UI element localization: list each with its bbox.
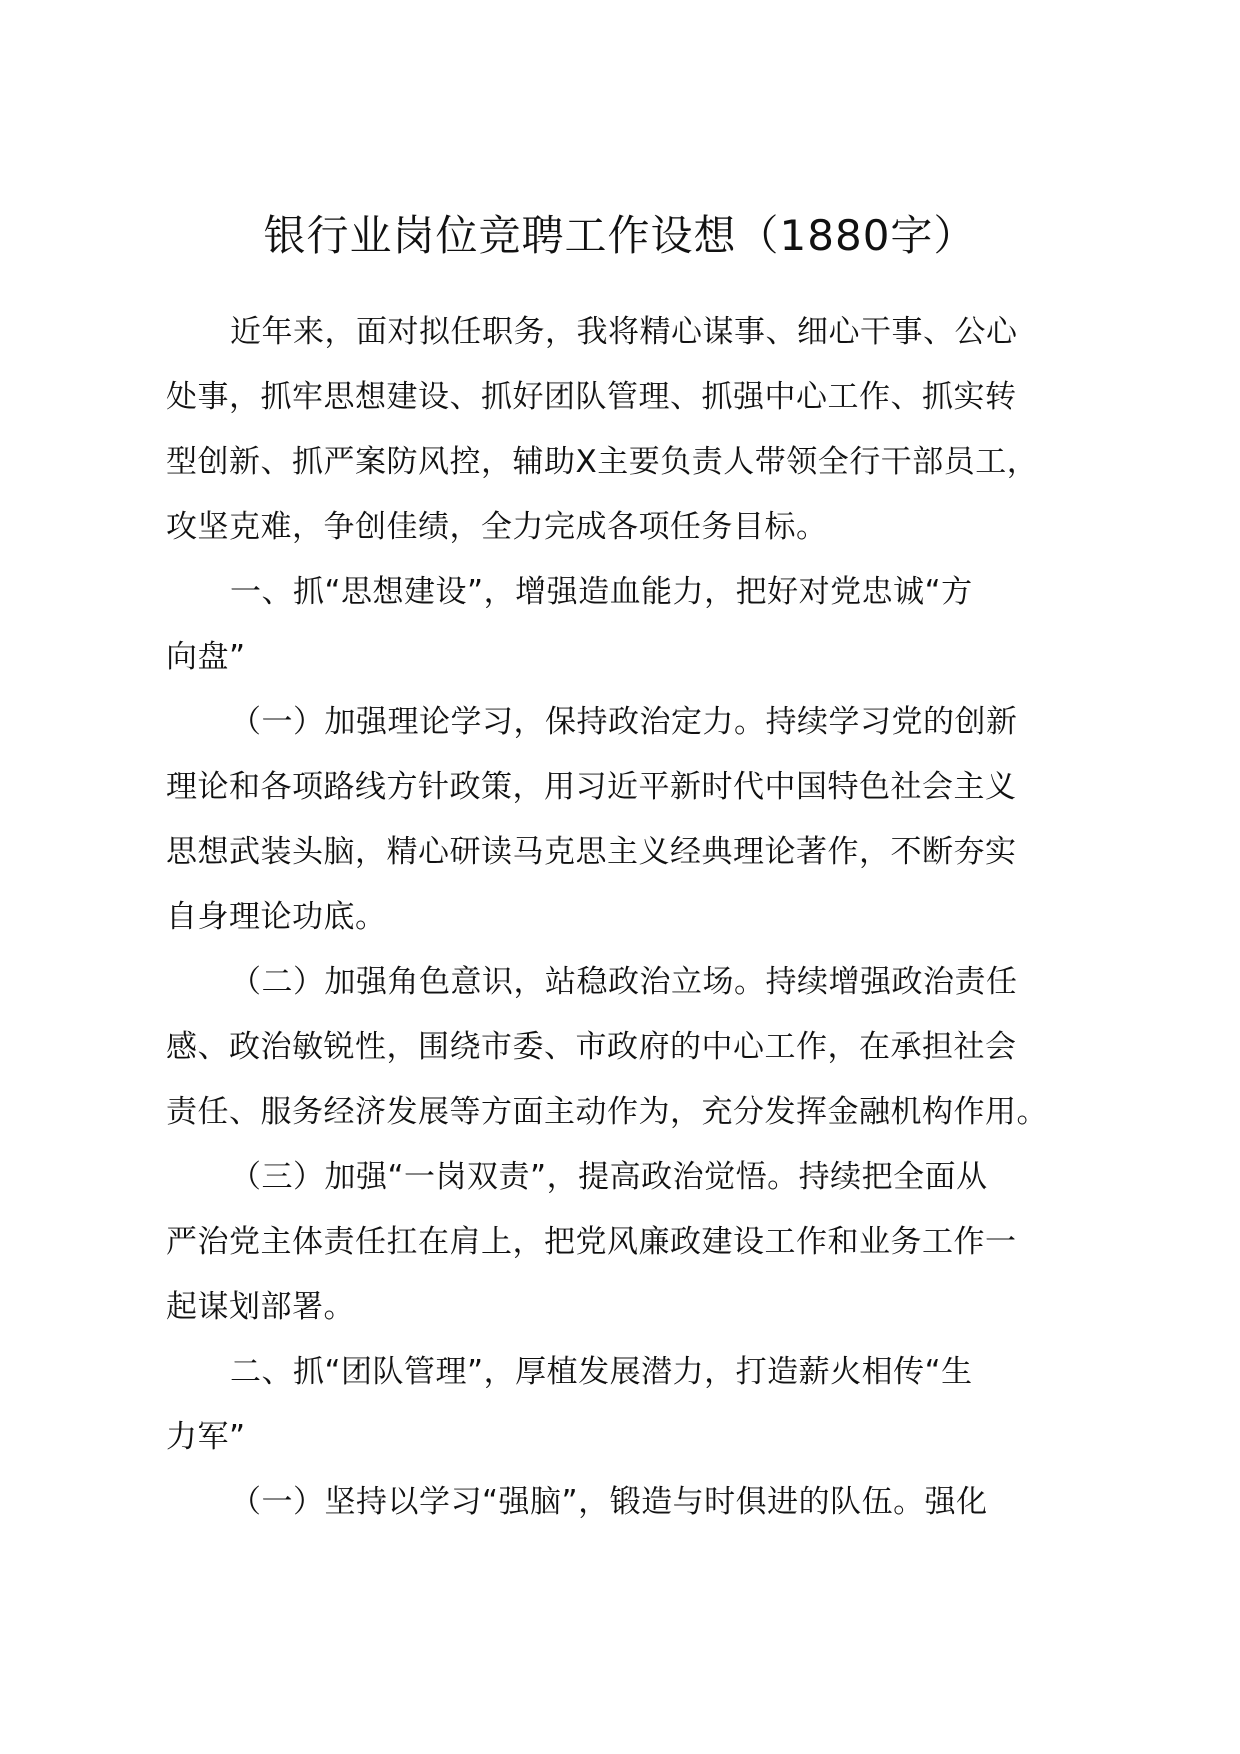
paragraph-line: 严治党主体责任扛在肩上，把党风廉政建设工作和业务工作一	[166, 1224, 1017, 1260]
section-heading-line: 二、抓“团队管理”，厚植发展潜力，打造薪火相传“生	[230, 1354, 973, 1390]
paragraph-line: （三）加强“一岗双责”，提高政治觉悟。持续把全面从	[230, 1159, 988, 1195]
paragraph-line: （二）加强角色意识，站稳政治立场。持续增强政治责任	[230, 964, 1018, 1000]
paragraph-line: 感、政治敏锐性，围绕市委、市政府的中心工作，在承担社会	[166, 1029, 1017, 1065]
paragraph-line: 理论和各项路线方针政策，用习近平新时代中国特色社会主义	[166, 769, 1017, 805]
section-heading-line: 一、抓“思想建设”，增强造血能力，把好对党忠诚“方	[230, 574, 973, 610]
paragraph-line: 起谋划部署。	[166, 1289, 355, 1325]
paragraph-line: 责任、服务经济发展等方面主动作为，充分发挥金融机构作用。	[166, 1094, 1048, 1130]
paragraph-line: （一）加强理论学习，保持政治定力。持续学习党的创新	[230, 704, 1018, 740]
paragraph-line: 思想武装头脑，精心研读马克思主义经典理论著作，不断夯实	[166, 834, 1017, 870]
section-heading-line: 力军”	[166, 1419, 246, 1455]
paragraph-line: 攻坚克难，争创佳绩，全力完成各项任务目标。	[166, 509, 828, 545]
paragraph-line: （一）坚持以学习“强脑”，锻造与时俱进的队伍。强化	[230, 1484, 988, 1520]
paragraph-line: 型创新、抓严案防风控，辅助X主要负责人带领全行干部员工，	[166, 444, 1039, 480]
section-heading-line: 向盘”	[166, 639, 246, 675]
paragraph-line: 自身理论功底。	[166, 899, 387, 935]
document-title: 银行业岗位竞聘工作设想（1880字）	[263, 211, 977, 260]
paragraph-line: 处事，抓牢思想建设、抓好团队管理、抓强中心工作、抓实转	[166, 379, 1017, 415]
paragraph-line: 近年来，面对拟任职务，我将精心谋事、细心干事、公心	[230, 314, 1018, 350]
